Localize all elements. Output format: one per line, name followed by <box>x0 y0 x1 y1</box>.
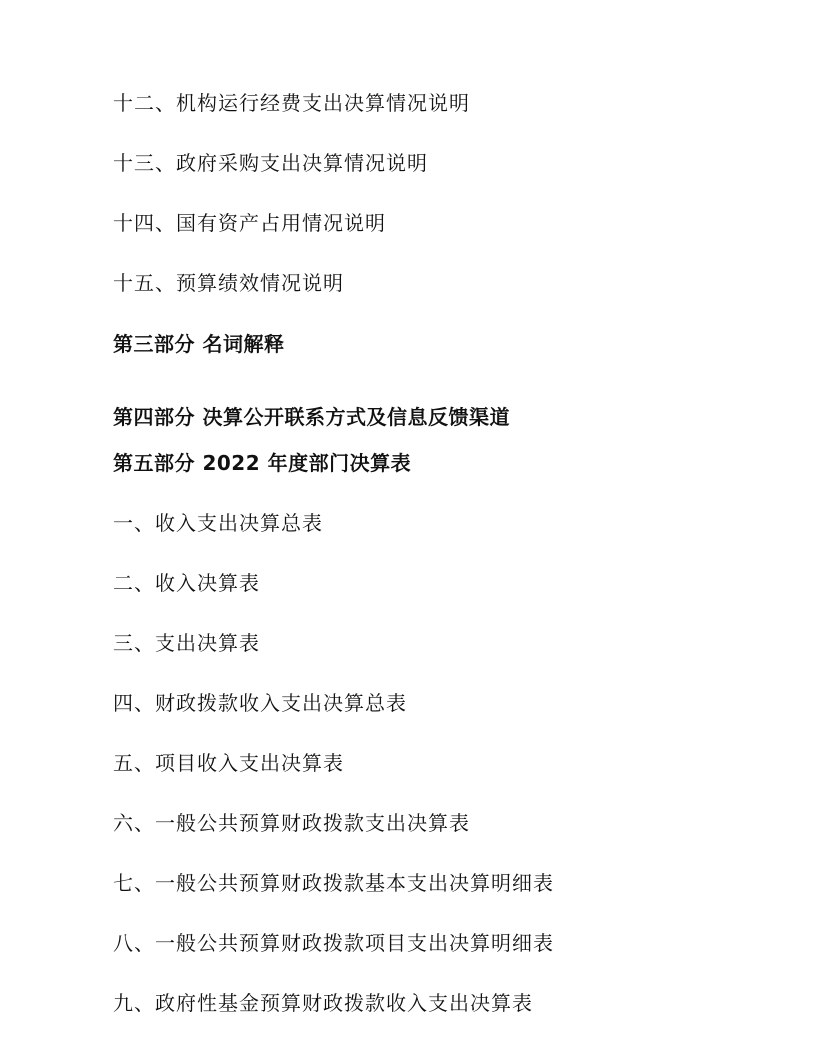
part-4-heading: 第四部分 决算公开联系方式及信息反馈渠道 <box>113 405 510 429</box>
table-item-6: 六、一般公共预算财政拨款支出决算表 <box>113 811 470 835</box>
toc-item-12: 十二、机构运行经费支出决算情况说明 <box>113 91 470 115</box>
table-item-7: 七、一般公共预算财政拨款基本支出决算明细表 <box>113 871 554 895</box>
part-3-heading: 第三部分 名词解释 <box>113 332 285 356</box>
table-item-1: 一、收入支出决算总表 <box>113 511 323 535</box>
table-item-2: 二、收入决算表 <box>113 571 260 595</box>
part-5-heading: 第五部分 2022 年度部门决算表 <box>113 451 412 475</box>
table-item-9: 九、政府性基金预算财政拨款收入支出决算表 <box>113 991 533 1015</box>
toc-item-13: 十三、政府采购支出决算情况说明 <box>113 151 428 175</box>
table-item-8: 八、一般公共预算财政拨款项目支出决算明细表 <box>113 931 554 955</box>
table-item-4: 四、财政拨款收入支出决算总表 <box>113 691 407 715</box>
toc-item-15: 十五、预算绩效情况说明 <box>113 271 344 295</box>
toc-item-14: 十四、国有资产占用情况说明 <box>113 211 386 235</box>
table-item-5: 五、项目收入支出决算表 <box>113 751 344 775</box>
table-item-3: 三、支出决算表 <box>113 631 260 655</box>
